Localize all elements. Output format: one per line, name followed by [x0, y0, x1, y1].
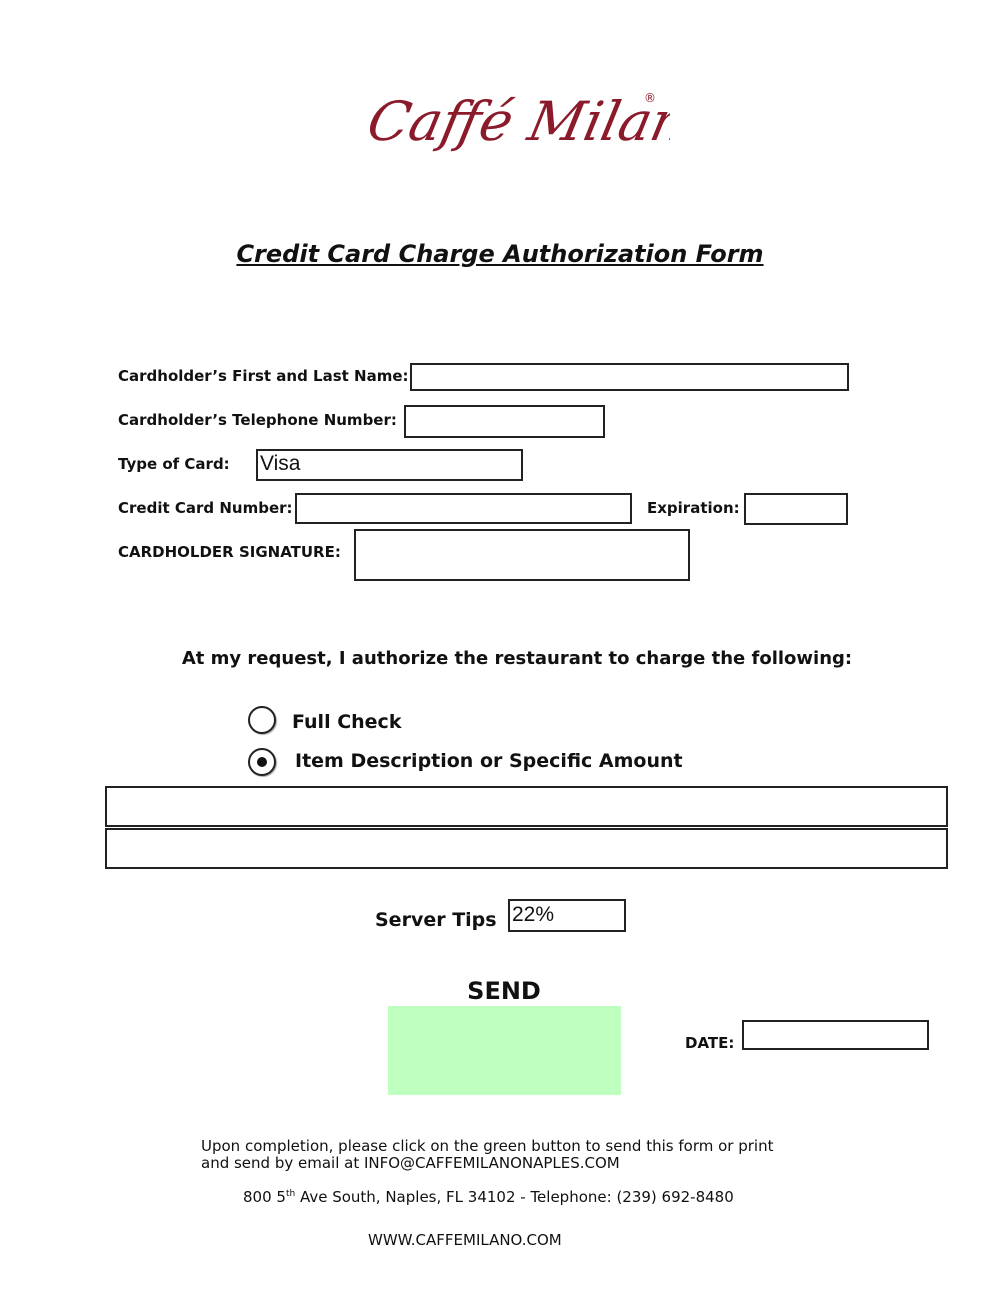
- address-number: 800 5: [243, 1188, 286, 1206]
- date-label: DATE:: [685, 1034, 735, 1052]
- expiration-field[interactable]: [744, 493, 848, 525]
- logo-image: [370, 78, 670, 178]
- full-check-label: Full Check: [292, 711, 402, 733]
- item-description-label: Item Description or Specific Amount: [295, 750, 683, 772]
- item-description-radio[interactable]: [248, 748, 276, 776]
- telephone-field[interactable]: [404, 405, 605, 438]
- send-button[interactable]: [388, 1006, 621, 1095]
- full-check-radio[interactable]: [248, 706, 276, 734]
- signature-field[interactable]: [354, 529, 690, 581]
- card-type-field[interactable]: Visa: [256, 449, 523, 481]
- signature-label: CARDHOLDER SIGNATURE:: [118, 543, 341, 561]
- send-label: SEND: [467, 977, 541, 1005]
- address-suffix: th: [285, 1189, 296, 1199]
- card-type-label: Type of Card:: [118, 455, 230, 473]
- address-line: [243, 1188, 734, 1206]
- brand-logo: [370, 78, 670, 178]
- server-tips-field[interactable]: 22%: [508, 899, 626, 932]
- server-tips-label: Server Tips: [375, 909, 497, 931]
- registered-mark: ®: [644, 91, 656, 105]
- address-rest: Ave South, Naples, FL 34102 - Telephone: (239) 692-8480: [295, 1188, 734, 1206]
- cardholder-name-label: Cardholder’s First and Last Name:: [118, 367, 409, 385]
- card-number-label: Credit Card Number:: [118, 499, 293, 517]
- description-line-1[interactable]: [105, 786, 948, 827]
- expiration-label: Expiration:: [647, 499, 740, 517]
- instructions-line-2: and send by email at INFO@CAFFEMILANONAPLES.COM: [201, 1154, 620, 1172]
- instructions-line-1: Upon completion, please click on the green button to send this form or print: [201, 1137, 774, 1155]
- website: WWW.CAFFEMILANO.COM: [368, 1231, 562, 1249]
- description-line-2[interactable]: [105, 828, 948, 869]
- cardholder-name-field[interactable]: [410, 363, 849, 391]
- authorization-statement: At my request, I authorize the restaurant to charge the following:: [181, 648, 853, 669]
- radio-selected-dot: [257, 757, 267, 767]
- page-title: Credit Card Charge Authorization Form: [236, 240, 764, 268]
- logo-wordmark: Caffé Milano: [370, 89, 670, 153]
- date-field[interactable]: [742, 1020, 929, 1050]
- card-number-field[interactable]: [295, 493, 632, 524]
- telephone-label: Cardholder’s Telephone Number:: [118, 411, 397, 429]
